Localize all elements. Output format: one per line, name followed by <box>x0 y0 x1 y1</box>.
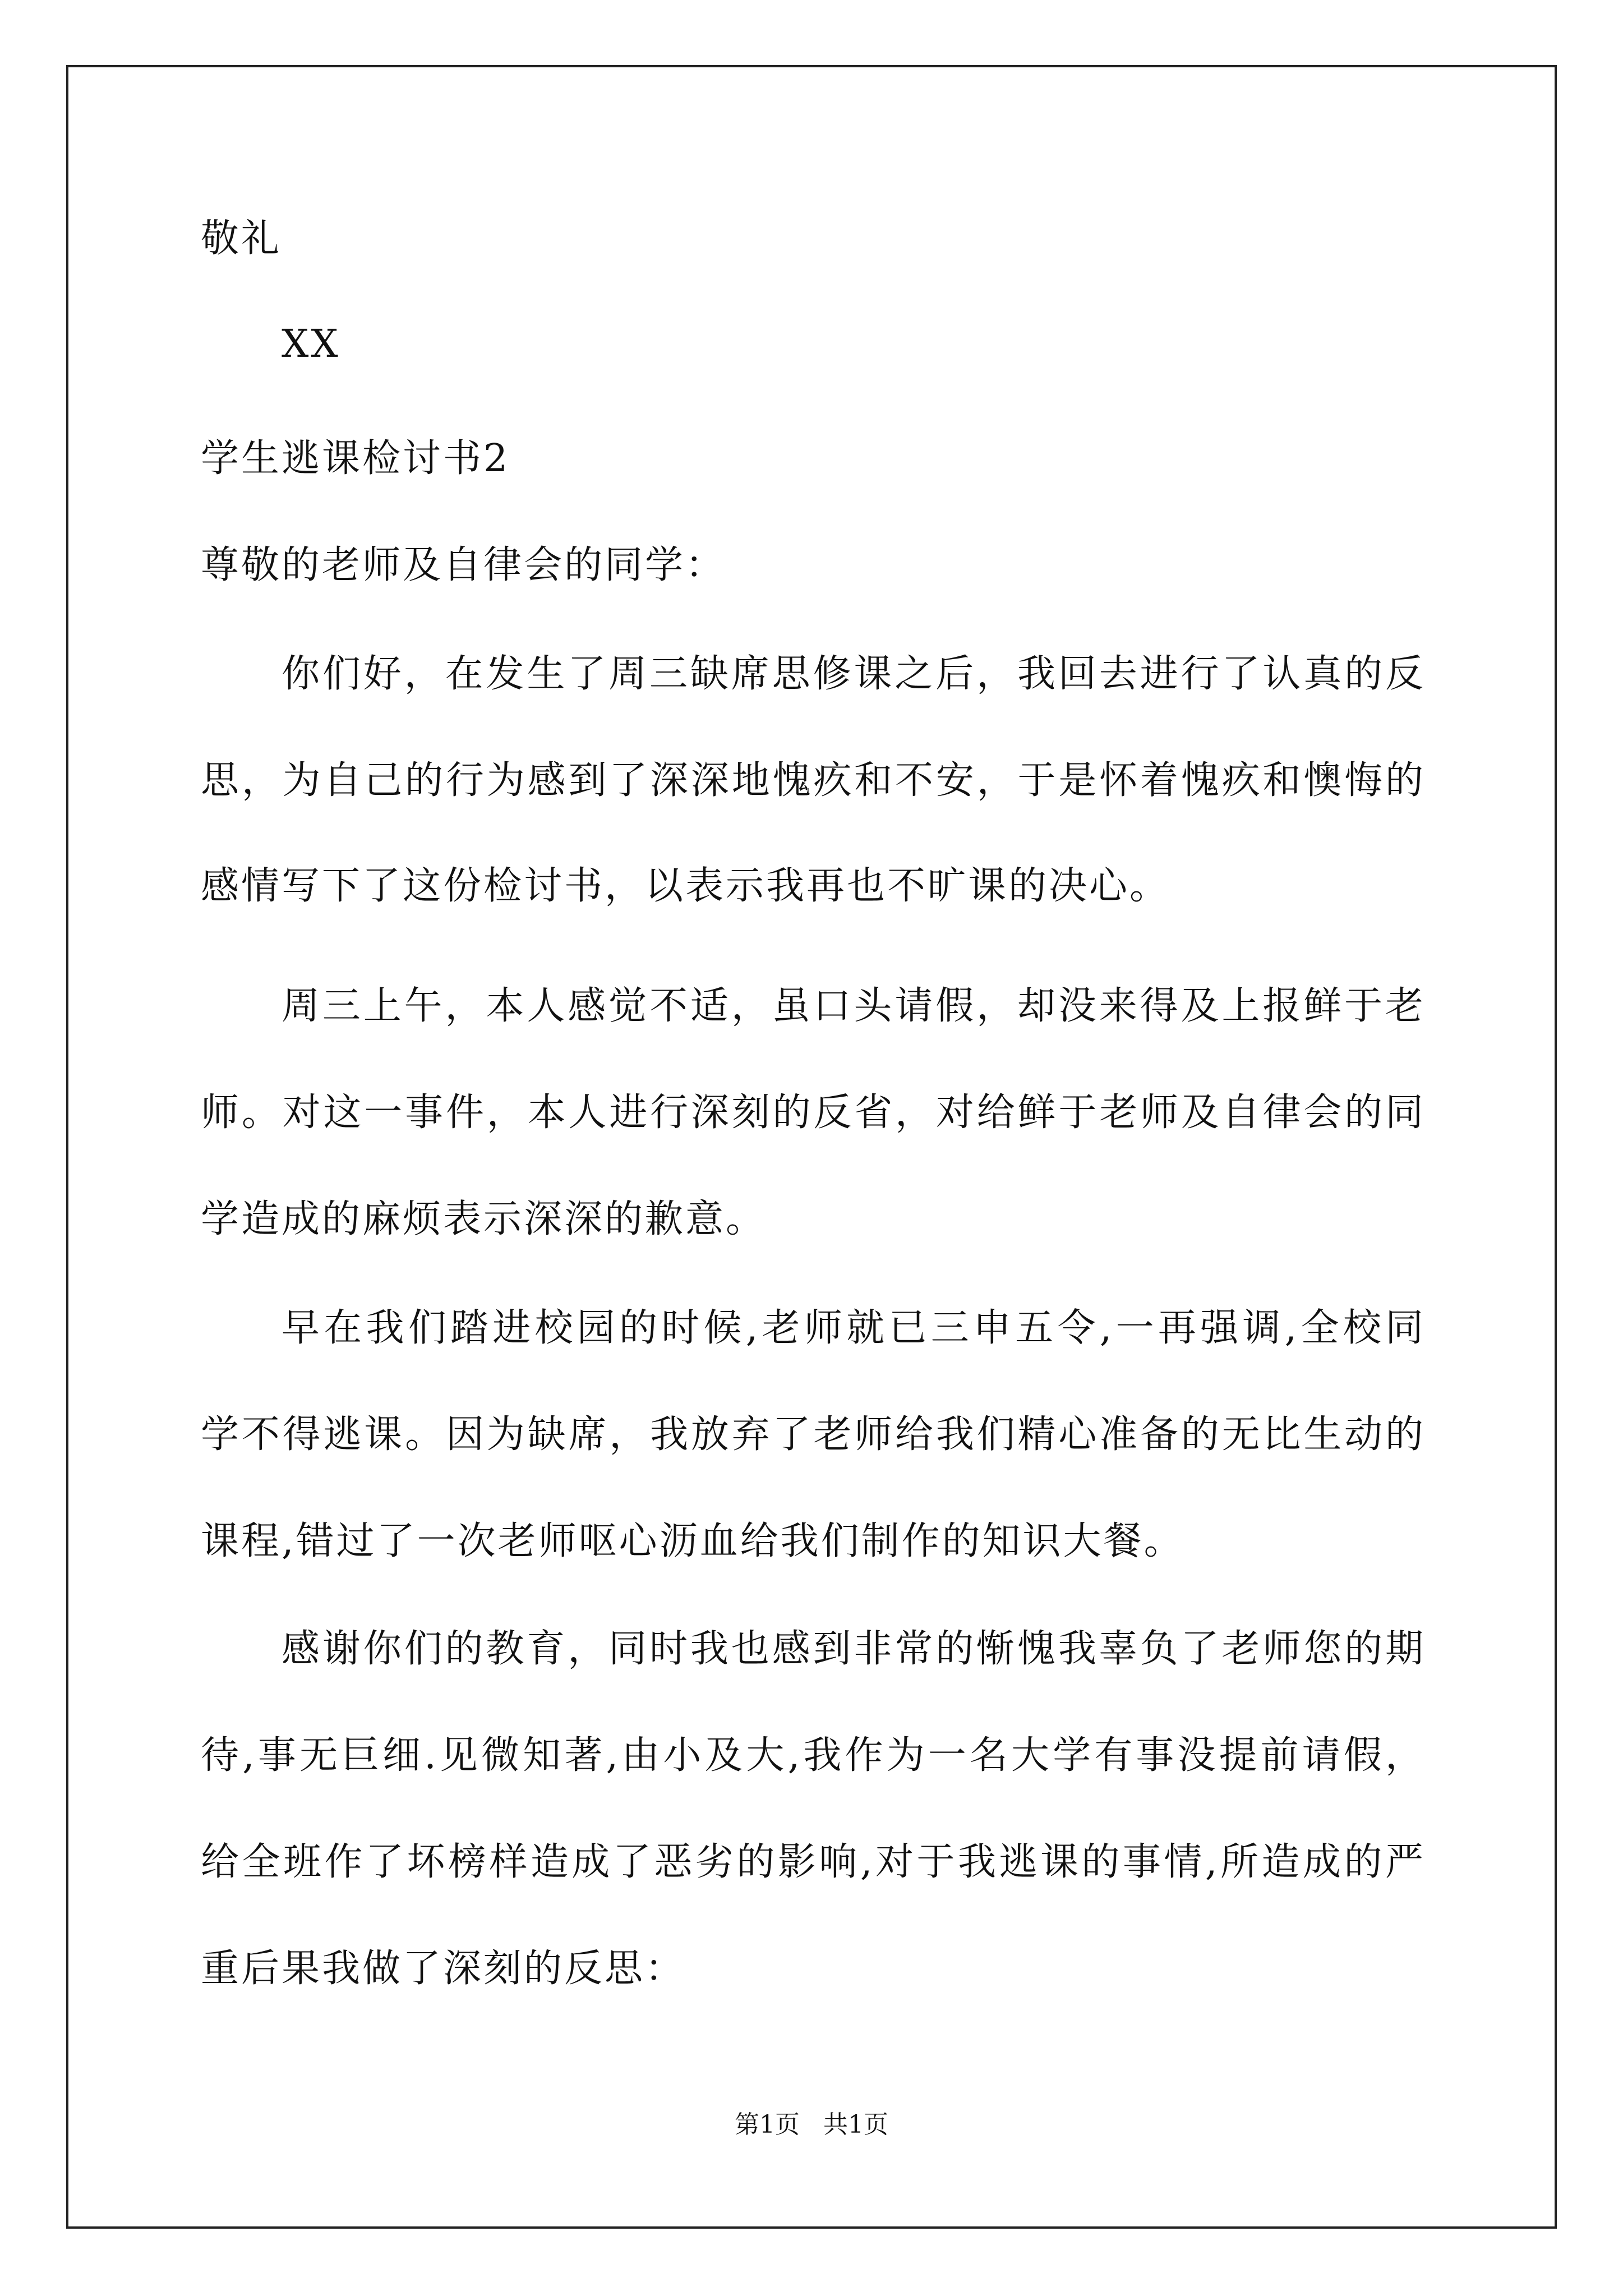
paragraph-line: 师。对这一事件，本人进行深刻的反省，对给鲜于老师及自律会的同 <box>201 1091 1423 1135</box>
signature: XX <box>282 322 340 366</box>
paragraph-line: 感谢你们的教育，同时我也感到非常的惭愧我辜负了老师您的期 <box>282 1627 1423 1671</box>
paragraph-line: 周三上午，本人感觉不适，虽口头请假，却没来得及上报鲜于老 <box>282 984 1423 1028</box>
paragraph-line: 思，为自己的行为感到了深深地愧疚和不安，于是怀着愧疚和懊悔的 <box>201 758 1423 803</box>
letter-title: 学生逃课检讨书2 <box>201 436 510 481</box>
paragraph-line: 感情写下了这份检讨书，以表示我再也不旷课的决心。 <box>201 864 1170 908</box>
paragraph-line: 给全班作了坏榜样造成了恶劣的影响,对于我逃课的事情,所造成的严 <box>201 1840 1423 1884</box>
paragraph-line: 待,事无巨细.见微知著,由小及大,我作为一名大学有事没提前请假， <box>201 1733 1423 1778</box>
paragraph-line: 早在我们踏进校园的时候,老师就已三申五令,一再强调,全校同 <box>282 1306 1423 1350</box>
paragraph-line: 重后果我做了深刻的反思： <box>201 1947 686 1991</box>
paragraph-line: 学不得逃课。因为缺席，我放弃了老师给我们精心准备的无比生动的 <box>201 1412 1423 1457</box>
closing-salutation: 敬礼 <box>201 217 282 261</box>
paragraph-line: 课程,错过了一次老师呕心沥血给我们制作的知识大餐。 <box>201 1519 1184 1563</box>
page-number-footer: 第1页 共1页 <box>735 2110 888 2139</box>
paragraph-line: 你们好，在发生了周三缺席思修课之后，我回去进行了认真的反 <box>282 652 1423 696</box>
page-border <box>66 65 1557 2229</box>
paragraph-line: 学造成的麻烦表示深深的歉意。 <box>201 1197 767 1241</box>
letter-greeting: 尊敬的老师及自律会的同学： <box>201 543 726 587</box>
